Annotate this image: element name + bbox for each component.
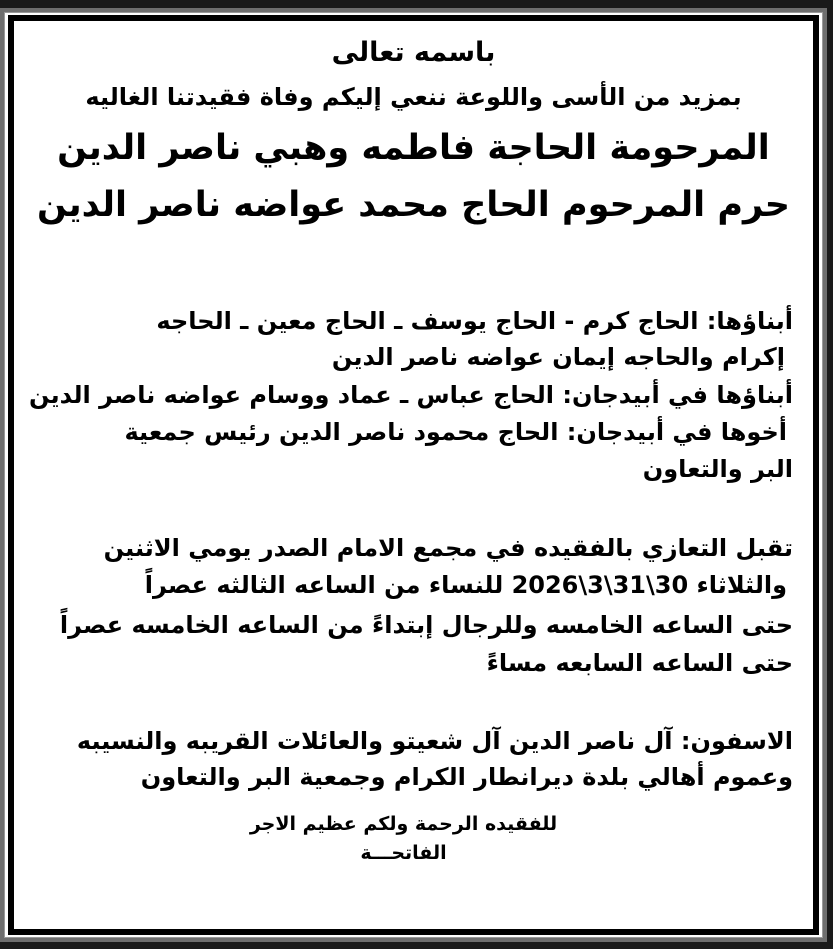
condolences-line-3: حتى الساعه الخامسه وللرجال إبتداءً من الساعه الخامسه عصراً <box>59 611 793 639</box>
mourners-line-2: وعموم أهالي بلدة ديرانطار الكرام وجمعية البر والتعاون <box>140 763 793 791</box>
fatiha-line: الفاتحـــة <box>360 842 447 864</box>
sons-line-1: أبناؤها: الحاج كرم - الحاج يوسف ـ الحاج معين ـ الحاجه <box>156 307 793 335</box>
condolences-line-2: والثلاثاء 30\31\3\2026 للنساء من الساعه الثالثه عصراً <box>144 571 787 599</box>
deceased-name: المرحومة الحاجة فاطمه وهبي ناصر الدين <box>57 128 770 168</box>
brother-line-1: أخوها في أبيدجان: الحاج محمود ناصر الدين رئيس جمعية <box>124 418 787 446</box>
sons-line-2: إكرام والحاجه إيمان عواضه ناصر الدين <box>331 343 785 371</box>
sons-abidjan-line: أبناؤها في أبيدجان: الحاج عباس ـ عماد ووسام عواضه ناصر الدين <box>29 381 793 409</box>
condolences-line-4: حتى الساعه السابعه مساءً <box>486 649 793 677</box>
announcement-intro: بمزيد من الأسى واللوعة ننعي إليكم وفاة فقيدتنا الغاليه <box>85 83 742 111</box>
spouse-line: حرم المرحوم الحاج محمد عواضه ناصر الدين <box>36 185 791 225</box>
basmala-heading: باسمه تعالى <box>331 37 496 68</box>
top-dark-band <box>0 0 833 8</box>
mourners-line-1: الاسفون: آل ناصر الدين آل شعيتو والعائلات القريبه والنسيبه <box>76 727 793 755</box>
brother-line-2: البر والتعاون <box>642 455 793 483</box>
obituary-notice <box>14 21 813 929</box>
condolences-line-1: تقبل التعازي بالفقيده في مجمع الامام الصدر يومي الاثنين <box>103 534 793 562</box>
closing-prayer: للفقيده الرحمة ولكم عظيم الاجر <box>249 813 558 835</box>
